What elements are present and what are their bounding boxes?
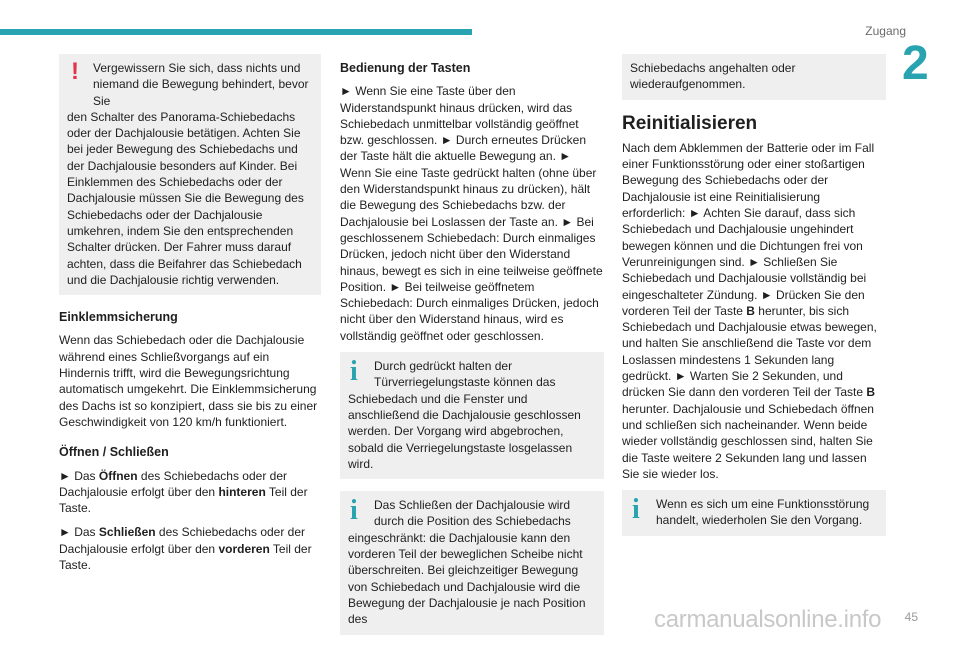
close-text-e: Teil der Taste. xyxy=(59,541,312,573)
column-2 xyxy=(340,54,604,647)
info-icon: i xyxy=(350,356,358,388)
key-b-label: B xyxy=(746,303,755,318)
info-box-malfunction xyxy=(622,490,886,536)
section-title: Zugang xyxy=(865,24,906,38)
info-door-lock-text: Schiebedach und die Fenster und anschließend die Dachjalousie geschlossen werden. Der Vorgang wird abgebrochen, sobald die Verriegelungstaste losgelassen wird. xyxy=(348,391,581,471)
pinch-protection-text: Wenn das Schiebedach oder die Dachjalousie während eines Schließvorgangs auf ein Hindernis trifft, wird die Bewegungsrichtung automatisch umgekehrt. Die Einklemmsicherung des Dachs ist so konzipiert, dass sie bis zu einer Geschwindigkeit von 120 km/h funktioniert. xyxy=(59,333,318,429)
warning-text-first: Vergewissern Sie sich, dass nichts und niemand die Bewegung behindert, bevor Sie xyxy=(93,61,309,108)
watermark: carmanualsonline.info xyxy=(654,606,882,633)
info-icon: i xyxy=(632,494,640,526)
reset-text-c: herunter. Dachjalousie und Schiebedach öffnen und schließen sich nacheinander. Wenn beide wieder vollständig geschlossen sind, halten Sie die Taste weitere 2 Sekunden lang und lassen Sie sie wieder los. xyxy=(622,401,874,481)
info-blind-limit-text: eingeschränkt: die Dachjalousie kann den vorderen Teil der beweglichen Scheibe nicht überschreiten. Bei gleichzeitiger Bewegung von Schiebedach und Dachjalousie wird die Bewegung der Dachjalousie je nach Position des xyxy=(348,530,586,627)
heading-pinch-protection: Einklemmsicherung xyxy=(59,310,178,325)
open-text-e: Teil der Taste. xyxy=(59,484,308,516)
warning-text: den Schalter des Panorama-Schiebedachs oder der Dachjalousie betätigen. Achten Sie bei jeder Bewegung des Schiebedachs und der Dachjalousie besonders auf Kinder. Bei Einklemmen des Schiebedachs oder der Dachjalousie müssen Sie die Bewegung des Schiebedachs oder der Dachjalousie umkehren, indem Sie den entsprechenden Schalter drücken. Der Fahrer muss darauf achten, dass die Beifahrer das Schiebedach und die Dachjalousie richtig verwenden. xyxy=(67,109,304,287)
open-instruction xyxy=(59,468,321,517)
info-continued-text: Schiebedachs angehalten oder wiederaufgenommen. xyxy=(630,61,796,92)
close-text-a: ► Das xyxy=(59,525,99,540)
info-malfunction-text: Wenn es sich um eine Funktionsstörung handelt, wiederholen Sie den Vorgang. xyxy=(656,497,870,528)
reset-text-b: herunter, bis sich Schiebedach und Dachjalousie etwas bewegen, und halten Sie anschließend die Taste vor dem Loslassen mindestens 1 Sekunden lang gedrückt. ► Warten Sie 2 Sekunden, und drücken Sie dann den vorderen Teil der Taste xyxy=(622,303,877,400)
heading-reinitialize: Reinitialisieren xyxy=(622,112,758,134)
rear-bold-word: hinteren xyxy=(218,484,266,499)
key-b-label: B xyxy=(866,385,876,400)
close-text-c: des Schiebedachs oder der Dachjalousie erfolgt über den xyxy=(59,525,306,556)
reinitialize-text xyxy=(622,140,886,482)
info-blind-limit-first: Das Schließen der Dachjalousie wird durch die Position des Schiebedachs xyxy=(374,498,571,529)
info-door-lock-first: Durch gedrückt halten der Türverriegelungstaste können das xyxy=(374,359,556,390)
page-number: 45 xyxy=(904,610,918,624)
warning-box xyxy=(59,54,321,295)
key-operation-text: ► Wenn Sie eine Taste über den Widerstandspunkt hinaus drücken, wird das Schiebedach unmittelbar vollständig geöffnet bzw. geschlossen. ► Durch erneutes Drücken der Taste hält die aktuelle Bewegung an. ► Wenn Sie eine Taste gedrückt halten (ohne über den Widerstandspunkt hinaus zu drücken), hält die Bewegung des Schiebedachs bzw. der Dachjalousie bei Loslassen der Taste an. ► Bei geschlossenem Schiebedach: Durch einmaliges Drücken, jedoch nicht über den Widerstand hinaus, bewegt es sich in eine teilweise geöffnete Position. ► Bei teilweise geöffnetem Schiebedach: Durch einmaliges Drücken, jedoch nicht über den Widerstand hinaus, wird es vollständig geöffnet oder geschlossen. xyxy=(340,84,603,343)
open-text-a: ► Das xyxy=(59,468,99,483)
chapter-number: 2 xyxy=(902,37,929,90)
front-bold-word: vorderen xyxy=(218,541,270,556)
column-3 xyxy=(622,54,886,548)
info-icon: i xyxy=(350,495,358,527)
warning-exclamation-icon: ! xyxy=(71,58,79,85)
header-accent-bar xyxy=(0,29,472,35)
column-1 xyxy=(59,54,321,581)
reset-text-a: Nach dem Abklemmen der Batterie oder im Fall einer Funktionsstörung oder einer stoßartigen Bewegung des Schiebedachs oder der Dachjalousie ist eine Reinitialisierung erforderlich: ► Achten Sie darauf, dass sich Schiebedach und Dachjalousie ungehindert bewegen können und die Dichtungen frei von Verunreinigungen sind. ► Schließen Sie Schiebedach und Dachjalousie vollständig bei eingeschalteter Zündung. ► Drücken Sie den vorderen Teil der Taste xyxy=(622,140,875,318)
open-bold-word: Öffnen xyxy=(98,468,138,483)
close-instruction xyxy=(59,524,321,573)
info-box-door-lock xyxy=(340,352,604,479)
info-box-blind-limit xyxy=(340,491,604,634)
open-text-c: des Schiebedachs oder der Dachjalousie erfolgt über den xyxy=(59,468,287,499)
heading-open-close: Öffnen / Schließen xyxy=(59,445,169,460)
close-bold-word: Schließen xyxy=(98,525,156,540)
info-box-continued xyxy=(622,54,886,100)
heading-key-operation: Bedienung der Tasten xyxy=(340,61,471,75)
